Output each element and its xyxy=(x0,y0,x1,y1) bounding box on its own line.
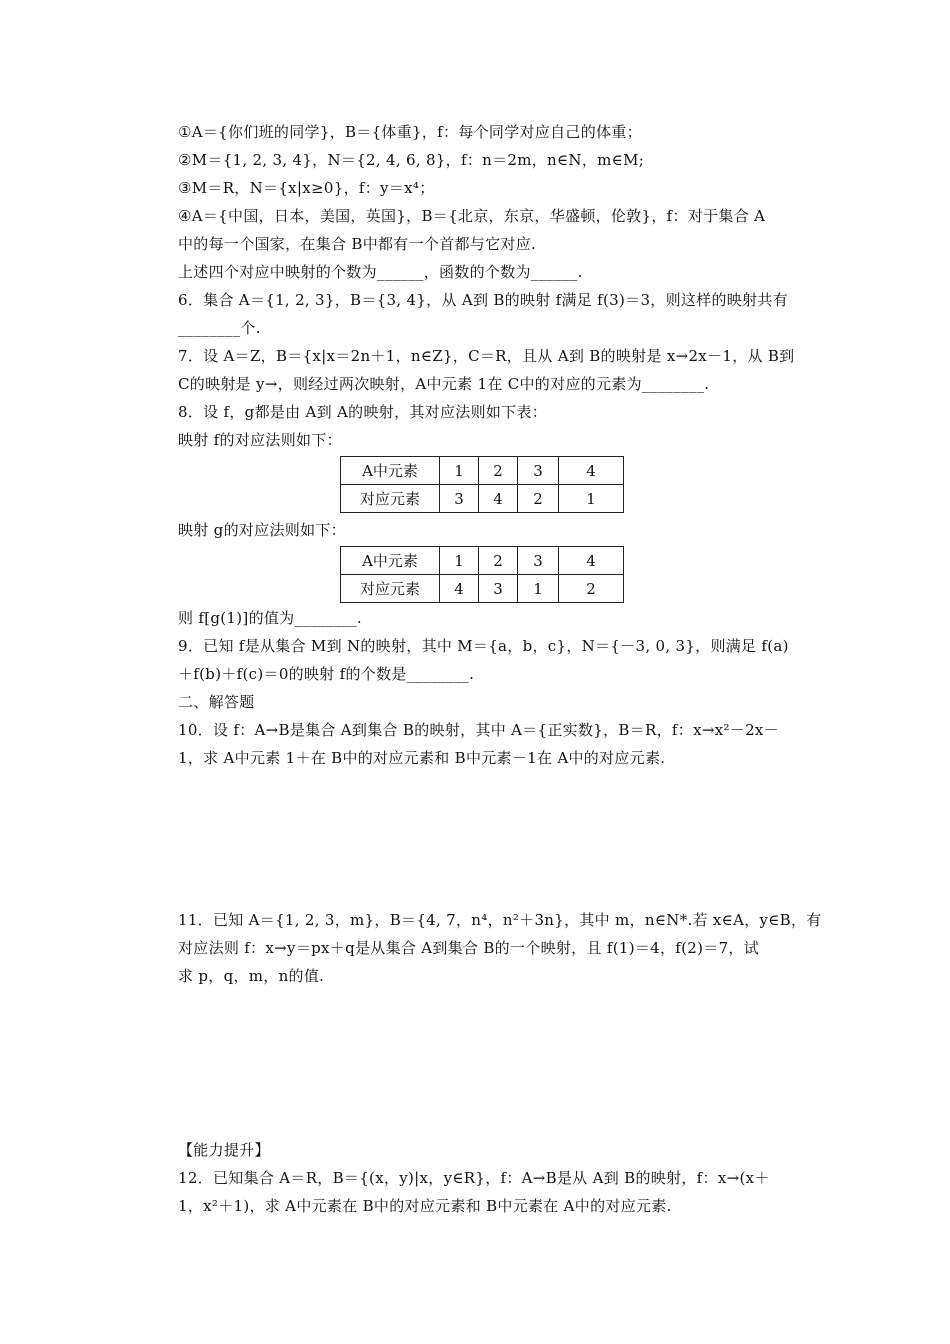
table-cell: 4 xyxy=(479,485,518,513)
table-cell: 对应元素 xyxy=(341,575,440,603)
question-11-cont: 对应法则 f：x→y＝px＋q是从集合 A到集合 B的一个映射，且 f(1)＝4，f(2)＝7，试 xyxy=(178,939,760,957)
question-8-answer: 则 f[g(1)]的值为________. xyxy=(178,609,362,627)
question-6: 6．集合 A＝{1, 2, 3}，B＝{3, 4}，从 A到 B的映射 f满足 f(3)＝3，则这样的映射共有 xyxy=(178,291,788,309)
question-12-cont: 1，x²＋1)，求 A中元素在 B中的对应元素和 B中元素在 A中的对应元素. xyxy=(178,1197,672,1215)
mapping-g-table xyxy=(340,546,624,603)
question-7-cont: C的映射是 y→，则经过两次映射，A中元素 1在 C中的对应的元素为________. xyxy=(178,375,710,393)
question-7: 7．设 A＝Z，B＝{x|x＝2n＋1，n∈Z}，C＝R，且从 A到 B的映射是 x→2x－1，从 B到 xyxy=(178,347,795,365)
question-8-g-caption: 映射 g的对应法则如下： xyxy=(178,521,346,539)
table-cell: 对应元素 xyxy=(341,485,440,513)
table-cell: 2 xyxy=(479,547,518,575)
line-1: ①A＝{你们班的同学}，B＝{体重}，f：每个同学对应自己的体重； xyxy=(178,123,642,141)
table-cell: 2 xyxy=(559,575,624,603)
line-6: 上述四个对应中映射的个数为______，函数的个数为______. xyxy=(178,263,583,281)
table-cell: 3 xyxy=(440,485,479,513)
line-5: 中的每一个国家，在集合 B中都有一个首都与它对应. xyxy=(178,235,537,253)
table-cell: 3 xyxy=(518,547,559,575)
table-cell: 1 xyxy=(440,457,479,485)
table-cell: 3 xyxy=(479,575,518,603)
question-11: 11．已知 A＝{1, 2, 3，m}，B＝{4, 7，n⁴，n²＋3n}，其中 m，n∈N*.若 x∈A，y∈B，有 xyxy=(178,911,822,929)
table-cell: 2 xyxy=(518,485,559,513)
question-8: 8．设 f，g都是由 A到 A的映射，其对应法则如下表： xyxy=(178,403,548,421)
question-12: 12．已知集合 A＝R，B＝{(x，y)|x，y∈R}，f：A→B是从 A到 B的映射，f：x→(x＋ xyxy=(178,1169,770,1187)
question-10: 10．设 f：A→B是集合 A到集合 B的映射，其中 A＝{正实数}，B＝R，f：x→x²－2x－ xyxy=(178,721,779,739)
table-cell: 4 xyxy=(559,457,624,485)
table-row xyxy=(341,485,624,513)
table-cell: 3 xyxy=(518,457,559,485)
question-9: 9．已知 f是从集合 M到 N的映射，其中 M＝{a，b，c}，N＝{－3, 0, 3}，则满足 f(a) xyxy=(178,637,789,655)
line-4: ④A＝{中国，日本，美国，英国}，B＝{北京，东京，华盛顿，伦敦}，f：对于集合 A xyxy=(178,207,766,225)
table-cell: 1 xyxy=(440,547,479,575)
table-cell: A中元素 xyxy=(341,547,440,575)
table-row xyxy=(341,575,624,603)
question-11-cont-2: 求 p，q，m，n的值. xyxy=(178,967,325,985)
question-9-cont: ＋f(b)＋f(c)＝0的映射 f的个数是________. xyxy=(178,665,475,683)
mapping-f-table xyxy=(340,456,624,513)
section-heading-answers: 二、解答题 xyxy=(178,693,255,711)
table-cell: 4 xyxy=(559,547,624,575)
line-3: ③M＝R，N＝{x|x≥0}，f：y＝x⁴； xyxy=(178,179,435,197)
table-row xyxy=(341,547,624,575)
question-10-cont: 1，求 A中元素 1＋在 B中的对应元素和 B中元素－1在 A中的对应元素. xyxy=(178,749,666,767)
table-cell: A中元素 xyxy=(341,457,440,485)
table-cell: 1 xyxy=(518,575,559,603)
line-2: ②M＝{1, 2, 3, 4}，N＝{2, 4, 6, 8}，f：n＝2m，n∈N，m∈M; xyxy=(178,151,645,169)
table-cell: 1 xyxy=(559,485,624,513)
table-cell: 4 xyxy=(440,575,479,603)
section-heading-advanced: 【能力提升】 xyxy=(178,1141,270,1159)
question-8-f-caption: 映射 f的对应法则如下： xyxy=(178,431,342,449)
table-row xyxy=(341,457,624,485)
question-6-cont: ________个. xyxy=(178,319,261,337)
table-cell: 2 xyxy=(479,457,518,485)
